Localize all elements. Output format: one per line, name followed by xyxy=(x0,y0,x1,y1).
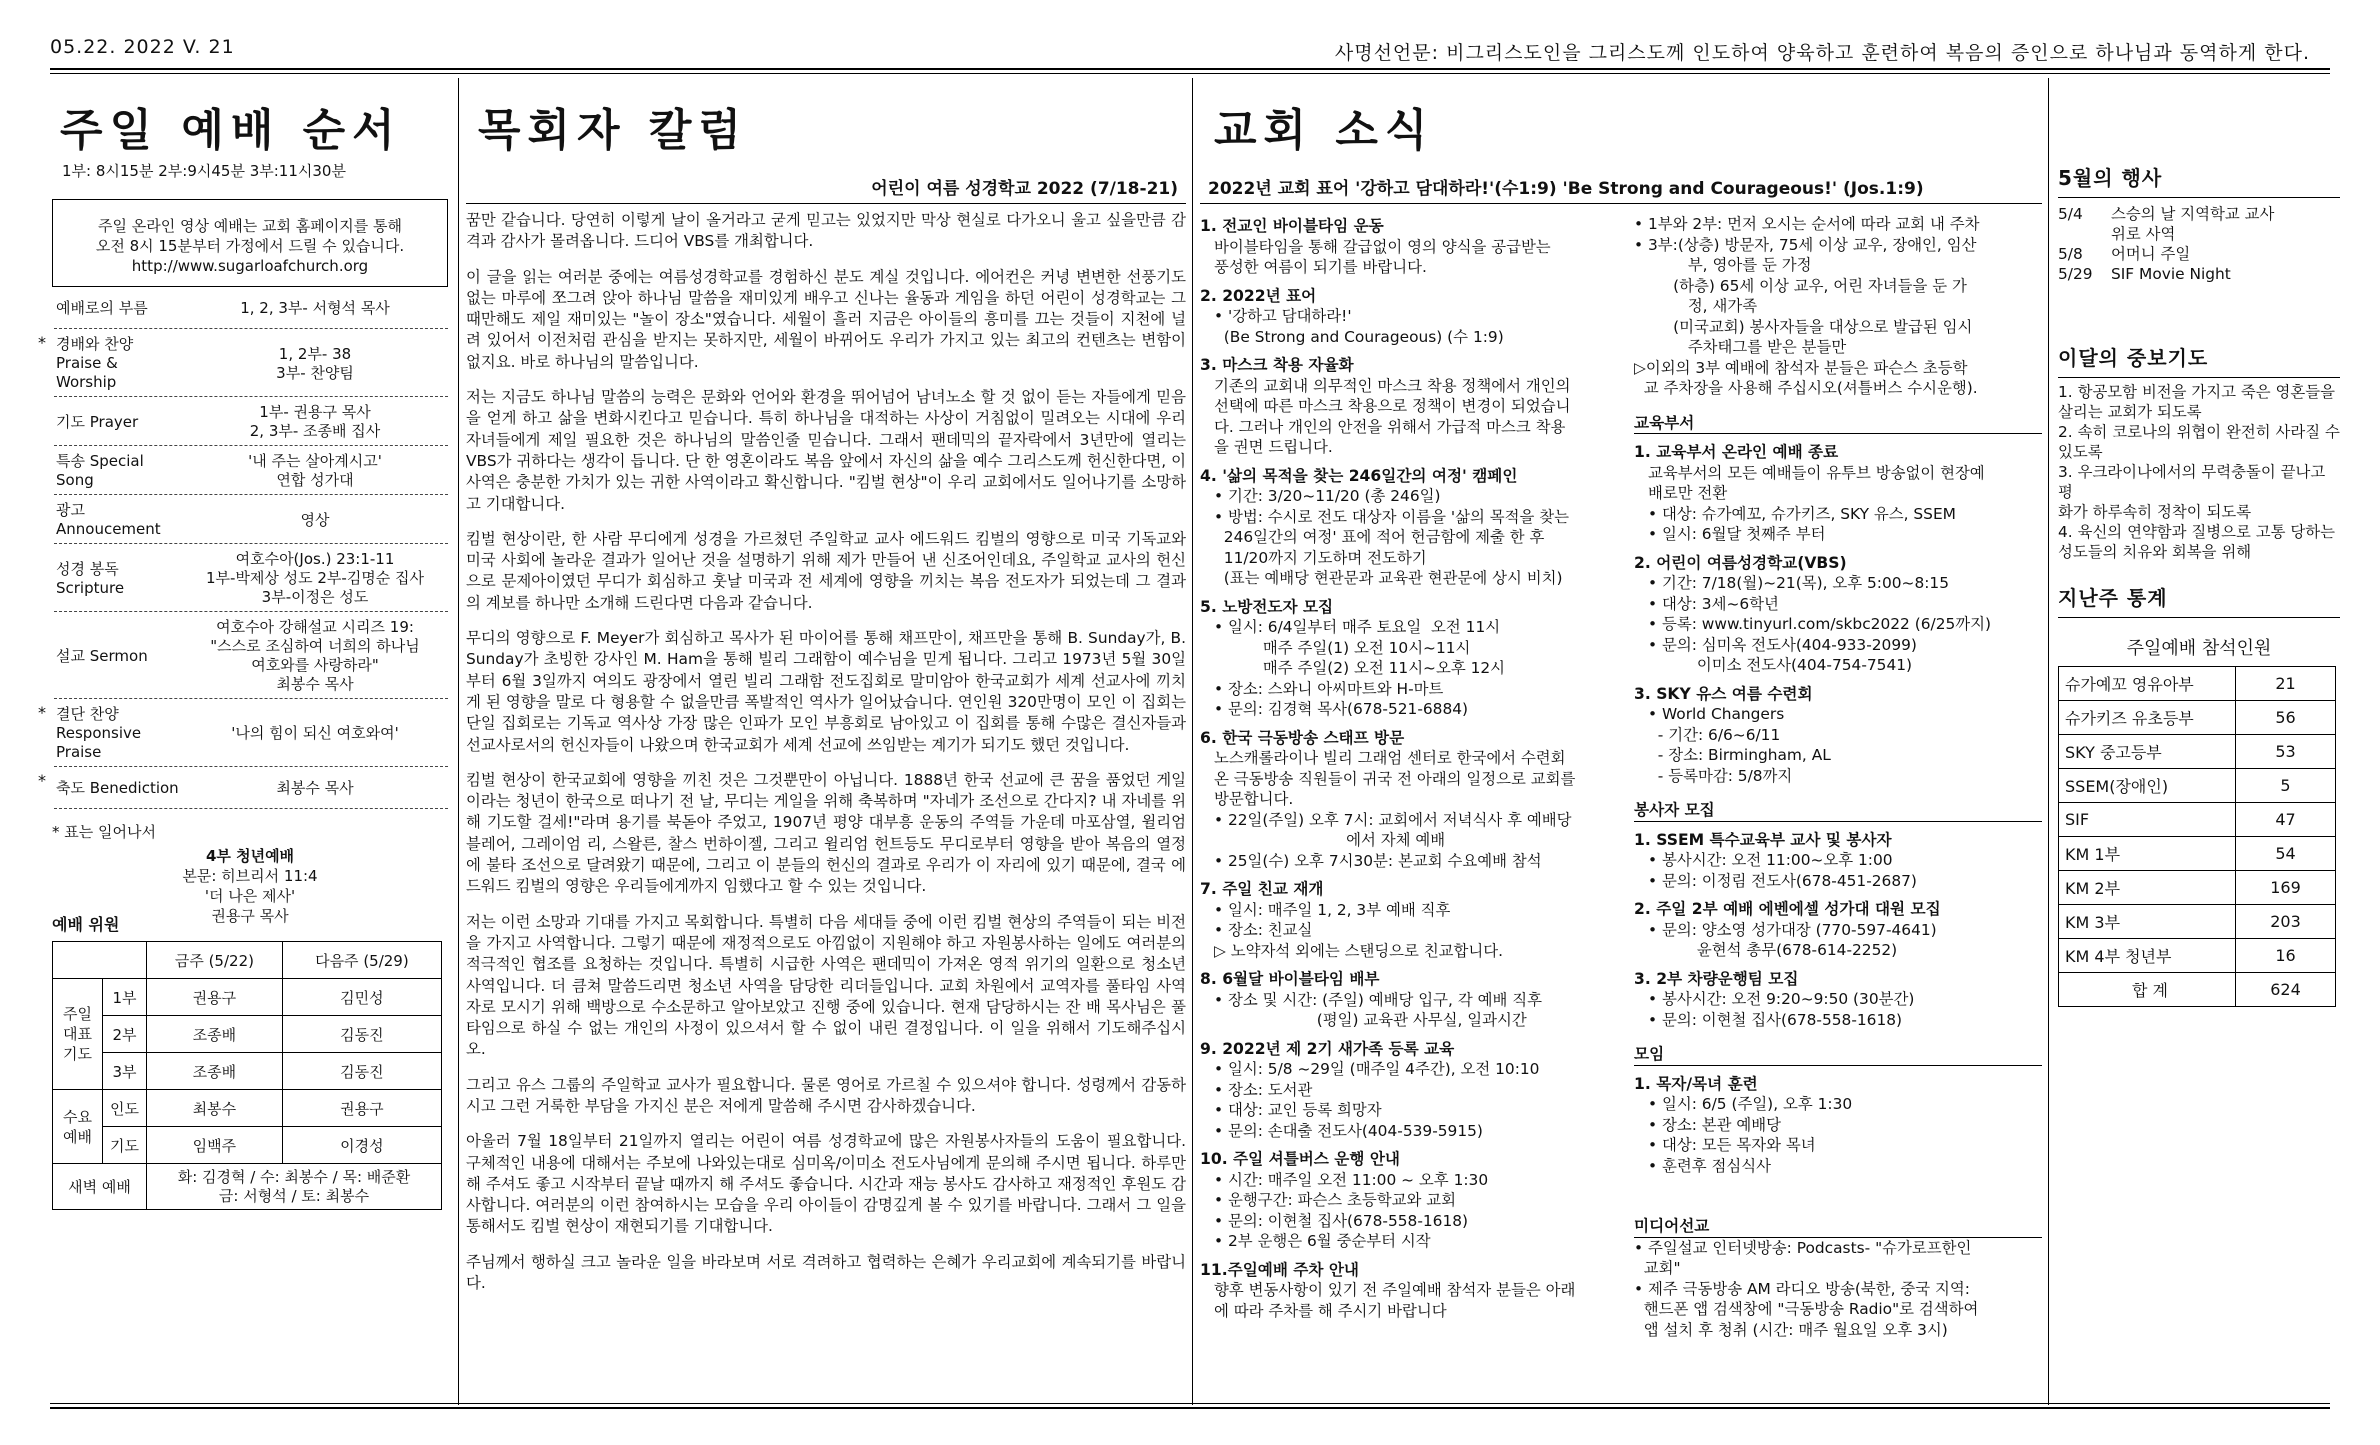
news-item-line: • 일시: 5/8 ~29일 (매주일 4주간), 오전 10:10 xyxy=(1214,1060,1540,1078)
roles-part: 기도 xyxy=(103,1127,147,1164)
news-left-column xyxy=(1200,208,1620,1321)
roles-head-next-week: 다음주 (5/29) xyxy=(282,942,441,979)
roles-part: 인도 xyxy=(103,1090,147,1127)
news-item-line: • 방법: 수시로 전도 대상자 이름을 '삶의 목적을 찾는 xyxy=(1214,507,1569,526)
parking-line: 정, 새가족 xyxy=(1634,297,1758,315)
column-paragraph: 꿈만 같습니다. 당연히 이렇게 날이 올거라고 굳게 믿고는 있었지만 막상 현실로 다가오니 울고 싶을만큼 감격과 감사가 몰려옵니다. 드디어 VBS를 개최합니다. xyxy=(466,211,1186,251)
roles-dawn-value: 화: 김경혁 / 수: 최봉수 / 목: 배준환 금: 서형석 / 토: 최봉수 xyxy=(147,1164,442,1210)
attendance-count: 624 xyxy=(2236,973,2336,1007)
required-standing-mark: * xyxy=(38,333,46,352)
news-item-line: • 22일(주일) 오후 7시: 교회에서 저녁식사 후 예배당 xyxy=(1214,810,1572,829)
media-line: 교회" xyxy=(1634,1259,1681,1277)
order-list xyxy=(38,287,448,809)
prayer-title: 이달의 중보기도 xyxy=(2058,346,2209,370)
attendance-count: 54 xyxy=(2236,837,2336,871)
prayer-item: 3. 우크라이나에서의 무력충돌이 끝나고 평 화가 하루속히 정착이 되도록 xyxy=(2058,463,2326,521)
news-item-title: 9. 2022년 제 2기 새가족 등록 교육 xyxy=(1200,1039,1455,1058)
column-paragraph: 이 글을 읽는 여러분 중에는 여름성경학교를 경험하신 분도 계실 것입니다. 에어컨은 커녕 변변한 선풍기도 없는 마루에 쪼그려 앉아 하나님 말씀을 재미있게 배우고 신나는 율동과 게임을 하던 어린이 성경학교는 그 때만해도 제일 재미있는 "놀이 장소"였습니다. 세월이 흘러 지금은 아이들의 흥미를 끄는 것들이 지천에 널려 있어서 이전처럼 관심을 받지는 못하지만, 세월이 바뀌어도 우리가 가지고 있는 최고의 컨텐츠는 변함이 없지요. 바로 하나님의 말씀입니다. xyxy=(466,267,1186,371)
news-item xyxy=(1200,879,1620,961)
order-row-label: 예배로의 부름 xyxy=(56,299,148,317)
order-row-value: 1, 2, 3부- 서형석 목사 xyxy=(240,299,390,317)
youth-service-preacher: 권용구 목사 xyxy=(211,907,289,925)
worship-order-title: 주일 예배 순서 xyxy=(60,105,402,156)
news-item-title: 1. 교육부서 온라인 예배 종료 xyxy=(1634,443,1839,461)
news-item-line: • 기간: 3/20~11/20 (총 246일) xyxy=(1214,487,1441,505)
news-item xyxy=(1634,553,2042,676)
order-row-value: '내 주는 살아계시고' 연합 성가대 xyxy=(248,452,382,489)
roles-cell: 임백주 xyxy=(147,1127,283,1164)
news-item-line: 향후 변동사항이 있기 전 주일예배 참석자 분들은 아래 xyxy=(1214,1281,1576,1299)
news-item-line: • 대상: 3세~6학년 xyxy=(1648,594,1779,613)
news-item-line: • 대상: 교인 등록 희망자 xyxy=(1214,1101,1382,1119)
attendance-row xyxy=(2059,871,2336,905)
news-item-title: 2. 2022년 표어 xyxy=(1200,286,1317,305)
mission-statement: 사명선언문: 비그리스도인을 그리스도께 인도하여 양육하고 훈련하여 복음의 증인으로 하나님과 동역하게 한다. xyxy=(1334,42,2310,64)
news-item-line: • 문의: 손대출 전도사(404-539-5915) xyxy=(1214,1121,1483,1140)
stand-note: * 표는 일어나서 xyxy=(52,823,156,841)
event-row xyxy=(2058,264,2340,284)
news-item-line: 246일간의 여정' 표에 적어 헌금함에 제출 한 후 xyxy=(1214,528,1545,546)
news-item xyxy=(1200,286,1620,348)
news-body xyxy=(1200,208,2042,1408)
order-row-value: 1, 2부- 38 3부- 찬양팀 xyxy=(276,344,354,382)
attendance-label: KM 3부 xyxy=(2059,905,2236,939)
order-row xyxy=(38,329,448,397)
attendance-count: 56 xyxy=(2236,701,2336,735)
news-item-line: • 훈련후 점심식사 xyxy=(1648,1156,1771,1175)
news-item-line: • 2부 운행은 6월 중순부터 시작 xyxy=(1214,1232,1431,1250)
news-item-title: 8. 6월달 바이블타임 배부 xyxy=(1200,970,1380,988)
news-item xyxy=(1634,442,2042,545)
order-row-label: 결단 찬양 Responsive Praise xyxy=(56,705,142,761)
order-row xyxy=(54,397,448,446)
news-item-line: • 장소: 친교실 xyxy=(1214,921,1313,939)
news-item-line: - 장소: Birmingham, AL xyxy=(1648,746,1831,764)
news-item-title: 3. SKY 유스 여름 수련회 xyxy=(1634,684,1813,703)
event-row xyxy=(2058,244,2340,264)
news-item-line: 방문합니다. xyxy=(1214,790,1294,808)
stats-title: 지난주 통계 xyxy=(2058,586,2168,610)
order-row xyxy=(54,446,448,495)
news-item xyxy=(1200,1149,1620,1252)
prayer-item: 2. 속히 코로나의 위협이 완전히 사라질 수 있도록 xyxy=(2058,423,2340,461)
order-row-value: 여호수아(Jos.) 23:1-11 1부-박제상 성도 2부-김명순 집사 3부-이정은 성도 xyxy=(205,550,425,606)
news-item-title: 10. 주일 셔틀버스 운행 안내 xyxy=(1200,1150,1400,1168)
order-row xyxy=(54,287,448,329)
order-row-label: 광고 Annoucement xyxy=(56,501,161,538)
news-item-line: • 시간: 매주일 오전 11:00 ~ 오후 1:30 xyxy=(1214,1170,1489,1189)
news-item-line: • 문의: 이현철 집사(678-558-1618) xyxy=(1648,1010,1903,1029)
news-item-title: 2. 어린이 여름성경학교(VBS) xyxy=(1634,553,1847,572)
media-line: • 주일설교 인터넷방송: Podcasts- "슈가로프한인 xyxy=(1634,1238,1972,1257)
news-item-title: 11.주일예배 주차 안내 xyxy=(1200,1260,1359,1279)
news-item-line: 윤현석 총무(678-614-2252) xyxy=(1648,941,1898,959)
column-paragraph: 그리고 유스 그룹의 주일학교 교사가 필요합니다. 물론 영어로 가르칠 수 있으셔야 합니다. 성령께서 감동하시고 그런 거룩한 부담을 가지신 분은 저에게 말씀해 주시면 감사하겠습니다. xyxy=(466,1075,1186,1115)
attendance-count: 53 xyxy=(2236,735,2336,769)
bulletin-date: 05.22. 2022 V. 21 xyxy=(50,36,235,58)
column-paragraph: 저는 지금도 하나님 말씀의 능력은 문화와 언어와 환경을 뛰어넘어 남녀노소 할 것 없이 듣는 자들에게 믿음을 얻게 하고 삶을 변화시킨다고 믿습니다. 특히 하나님을 대적하는 사상이 거침없이 밀려오는 시대에 우리 자녀들에게 제일 필요한 것은 하나님의 말씀인줄 믿습니다. 그래서 팬데믹의 끝자락에서 3년만에 열리는 VBS가 귀하다는 생각이 듭니다. 단 한 영혼이라도 복음 앞에서 자신의 삶을 예수 그리스도께 헌신한다면, 이 사역은 충분한 가치가 있는 귀한 사역이라고 확신합니다. "킴벌 현상"이 우리 교회에서도 일어나기를 소망하고 기대합니다. xyxy=(466,388,1186,513)
attendance-count: 21 xyxy=(2236,667,2336,701)
news-item xyxy=(1200,969,1620,1031)
column-paragraph: 무디의 영향으로 F. Meyer가 회심하고 목사가 된 마이어를 통해 채프만이, 채프만을 통해 B. Sunday가, B. Sunday가 초빙한 강사인 M. Ham을 통해 빌리 그래함이 예수님을 믿게 됩니다. 그리고 1973년 5월 30일부터 6월 3일까지 여의도 광장에서 열린 빌리 그래함 전도집회로 말미암아 한국교회가 세계 선교사에 끼치게 된 영향을 말로 다 형용할 수 없을만큼 폭발적인 역사가 일어났습니다. 연인원 320만명이 모인 이 집회는 단일 집회로는 기독교 역사상 가장 많은 인파가 모인 부흥회로 남아있고 이 집회를 통해 수많은 결신자들과 선교사로서의 헌신자들이 나왔으며 한국교회가 세계 선교에 쓰임받는 계기가 되기도 했던 것입니다. xyxy=(466,629,1186,754)
news-item-title: 1. SSEM 특수교육부 교사 및 봉사자 xyxy=(1634,830,1892,849)
roles-corner xyxy=(53,942,147,979)
news-item-line: 에 따라 주차를 해 주시기 바랍니다 xyxy=(1214,1301,1447,1320)
column-divider xyxy=(2048,78,2049,1405)
news-item-line: • 일시: 매주일 1, 2, 3부 예배 직후 xyxy=(1214,900,1451,919)
news-item-line: • '강하고 담대하라!' xyxy=(1214,307,1352,325)
order-row-value: '나의 힘이 되신 여호와여' xyxy=(231,724,399,742)
online-notice-line: 주일 온라인 영상 예배는 교회 홈페이지를 통해 xyxy=(98,217,402,235)
news-item xyxy=(1634,969,2042,1031)
news-item-line: 교육부서의 모든 예배들이 유투브 방송없이 현장예 xyxy=(1648,463,1985,482)
parking-line: 부, 영아를 둔 가정 xyxy=(1634,256,1812,274)
attendance-row xyxy=(2059,735,2336,769)
roles-title: 예배 위원 xyxy=(52,915,120,934)
order-row xyxy=(54,495,448,544)
news-item-title: 4. '삶의 목적을 찾는 246일간의 여정' 캠페인 xyxy=(1200,466,1518,485)
news-item-line: 다. 그러나 개인의 안전을 위해서 가급적 마스크 착용 xyxy=(1214,417,1566,436)
events-title: 5월의 행사 xyxy=(2058,166,2163,190)
pastor-column-title: 목회자 칼럼 xyxy=(478,105,748,156)
events-list xyxy=(2058,204,2340,284)
event-date: 5/8 xyxy=(2058,245,2083,263)
parking-line: • 3부:(상층) 방문자, 75세 이상 교우, 장애인, 임산 xyxy=(1634,235,1977,254)
attendance-label: 슈가예꼬 영유아부 xyxy=(2059,667,2236,701)
news-item-line: • 장소 및 시간: (주일) 예배당 입구, 각 예배 직후 xyxy=(1214,990,1542,1009)
news-item-line: 을 권면 드립니다. xyxy=(1214,438,1333,456)
order-row-label: 축도 Benediction xyxy=(56,779,179,797)
news-item-line: • 25일(수) 오후 7시30분: 본교회 수요예배 참석 xyxy=(1214,851,1542,870)
attendance-label: 슈가키즈 유초등부 xyxy=(2059,701,2236,735)
news-item-line: 11/20까지 기도하며 전도하기 xyxy=(1214,548,1427,567)
event-text: 어머니 주일 xyxy=(2111,245,2191,263)
attendance-row xyxy=(2059,939,2336,973)
attendance-label: 합 계 xyxy=(2059,973,2236,1007)
news-item-line: (Be Strong and Courageous) (수 1:9) xyxy=(1214,327,1504,346)
parking-line: ▷이외의 3부 예배에 참석자 분들은 파슨스 초등학 xyxy=(1634,358,1968,377)
roles-cell: 김민성 xyxy=(282,979,441,1016)
event-text: 스승의 날 지역학교 교사 위로 사역 xyxy=(2111,205,2275,243)
news-item xyxy=(1200,216,1620,278)
attendance-row xyxy=(2059,769,2336,803)
attendance-count: 47 xyxy=(2236,803,2336,837)
roles-part: 2부 xyxy=(103,1016,147,1053)
attendance-label: KM 1부 xyxy=(2059,837,2236,871)
roles-cell: 김동진 xyxy=(282,1016,441,1053)
attendance-row xyxy=(2059,905,2336,939)
news-item-line: • 봉사시간: 오전 11:00~오후 1:00 xyxy=(1648,851,1893,869)
news-item-line: • 문의: 심미옥 전도사(404-933-2099) xyxy=(1648,635,1917,654)
roles-dawn-label: 새벽 예배 xyxy=(53,1164,147,1210)
news-item-line: • 문의: 양소영 성가대장 (770-597-4641) xyxy=(1648,920,1937,939)
order-row xyxy=(54,544,448,612)
column-paragraph: 킴벌 현상이란, 한 사람 무디에게 성경을 가르쳤던 주일학교 교사 에드워드 킴벌의 영향으로 미국 기독교와 미국 사회에 놀라운 결과가 일어난 것을 설명하기 위해 제가 만들어 낸 신조어인데요, 주일학교 교사의 헌신으로 문제아이였던 무디가 회심하고 훗날 미국과 전 세계에 영향을 끼치는 복음 전도자가 되었는데 그 결과의 계보를 하나만 소개해 드린다면 다음과 같습니다. xyxy=(466,529,1186,612)
roles-cell: 조종배 xyxy=(147,1016,283,1053)
news-item-line: • 문의: 이정림 전도사(678-451-2687) xyxy=(1648,871,1917,890)
order-row-value: 최봉수 목사 xyxy=(276,779,354,797)
attendance-row xyxy=(2059,837,2336,871)
volunteer-section-title: 봉사자 모집 xyxy=(1634,800,2042,822)
order-row xyxy=(54,612,448,699)
news-item-line: 온 극동방송 직원들이 귀국 전 아래의 일정으로 교회를 xyxy=(1214,769,1576,788)
news-item-line: • 일시: 6/4일부터 매주 토요일 오전 11시 xyxy=(1214,618,1501,636)
attendance-count: 203 xyxy=(2236,905,2336,939)
prayer-item: 1. 항공모함 비전을 가지고 죽은 영혼들을 살리는 교회가 되도록 xyxy=(2058,383,2336,421)
news-item-line: (평일) 교육관 사무실, 일과시간 xyxy=(1214,1011,1527,1029)
news-item-line: • 장소: 도서관 xyxy=(1214,1080,1313,1099)
news-item-line: 매주 주일(2) 오전 11시~오후 12시 xyxy=(1214,659,1506,677)
pastor-column-body xyxy=(466,210,1186,1294)
attendance-row xyxy=(2059,973,2336,1007)
news-item-title: 1. 목자/목녀 훈련 xyxy=(1634,1074,1758,1093)
required-standing-mark: * xyxy=(38,771,46,790)
news-item-line: 선택에 따른 마스크 착용으로 정책이 변경이 되었습니 xyxy=(1214,397,1571,415)
roles-part: 3부 xyxy=(103,1053,147,1090)
attendance-count: 5 xyxy=(2236,769,2336,803)
prayer-list xyxy=(2058,382,2340,562)
youth-service-text: 본문: 히브리서 11:4 xyxy=(182,867,318,885)
news-item-title: 7. 주일 친교 재개 xyxy=(1200,880,1324,898)
news-item-line: • 운행구간: 파슨스 초등학교와 교회 xyxy=(1214,1191,1456,1209)
event-date: 5/29 xyxy=(2058,265,2093,283)
column-paragraph: 아울러 7월 18일부터 21일까지 열리는 어린이 여름 성경학교에 많은 자원봉사자들의 도움이 필요합니다. 구체적인 내용에 대해서는 주보에 나와있는대로 심미옥/이미소 전도사님에게 문의해 주시면 됩니다. 하루만 해 주셔도 좋고 시작부터 끝날 때까지 해 주셔도 좋습니다. 시간과 재능 봉사도 감사하고 재정적인 후원도 감사합니다. 여러분의 이런 참여하시는 모습을 우리 아이들이 감명깊게 볼 수 있기를 바랍니다. 그래서 그 일을 통해서도 킴벌 현상이 재현되기를 기대합니다. xyxy=(466,1132,1186,1236)
news-item-title: 3. 2부 차량운행팀 모집 xyxy=(1634,969,1799,988)
pastor-column-subtitle: 어린이 여름 성경학교 2022 (7/18-21) xyxy=(871,179,1178,199)
order-row-label: 특송 Special Song xyxy=(56,452,144,489)
worship-order-section xyxy=(38,80,448,1401)
roles-group-sunday: 주일 대표 기도 xyxy=(53,979,103,1090)
attendance-row xyxy=(2059,667,2336,701)
prayer-item: 4. 육신의 연약함과 질병으로 고통 당하는 성도들의 치유와 회복을 위해 xyxy=(2058,523,2336,561)
edu-section-title: 교육부서 xyxy=(1634,413,2042,435)
youth-service-title: 4부 청년예배 xyxy=(205,847,295,865)
news-item-line: • 문의: 김경혁 목사(678-521-6884) xyxy=(1214,700,1469,718)
roles-cell: 조종배 xyxy=(147,1053,283,1090)
news-item-line: • 대상: 슈가예꼬, 슈가키즈, SKY 유스, SSEM xyxy=(1648,504,1956,523)
order-row-label: 기도 Prayer xyxy=(56,412,139,431)
church-news-title: 교회 소식 xyxy=(1214,105,1435,156)
roles-part: 1부 xyxy=(103,979,147,1016)
news-item-line: - 등록마감: 5/8까지 xyxy=(1648,766,1793,785)
attendance-title: 주일예배 참석인원 xyxy=(2126,638,2272,659)
roles-group-wednesday: 수요 예배 xyxy=(53,1090,103,1164)
event-row xyxy=(2058,204,2340,244)
column-divider xyxy=(1192,78,1193,1405)
parking-line: • 1부와 2부: 먼저 오시는 순서에 따라 교회 내 주차 xyxy=(1634,215,1980,233)
attendance-table xyxy=(2058,666,2336,1007)
attendance-label: KM 2부 xyxy=(2059,871,2236,905)
news-item xyxy=(1200,597,1620,720)
attendance-count: 16 xyxy=(2236,939,2336,973)
attendance-label: SKY 중고등부 xyxy=(2059,735,2236,769)
church-news-section xyxy=(1200,80,2042,1401)
news-item-line: • 장소: 본관 예배당 xyxy=(1648,1115,1782,1134)
order-row xyxy=(38,767,448,809)
roles-cell: 권용구 xyxy=(282,1090,441,1127)
news-item-title: 3. 마스크 착용 자율화 xyxy=(1200,356,1354,374)
media-line: 핸드폰 앱 검색창에 "극동방송 Radio"로 검색하여 xyxy=(1634,1300,1979,1318)
news-item-line: 기존의 교회내 의무적인 마스크 착용 정책에서 개인의 xyxy=(1214,376,1571,395)
column-paragraph: 주님께서 행하실 크고 놀라운 일을 바라보며 서로 격려하고 협력하는 은혜가 우리교회에 계속되기를 바랍니다. xyxy=(466,1252,1186,1293)
event-text: SIF Movie Night xyxy=(2111,265,2231,283)
parking-line: 주차태그를 받은 분들만 xyxy=(1634,338,1847,356)
roles-cell: 이경성 xyxy=(282,1127,441,1164)
parking-line: (하층) 65세 이상 교우, 어린 자녀들을 둔 가 xyxy=(1634,276,1967,295)
order-row-value: 1부- 권용구 목사 2, 3부- 조종배 집사 xyxy=(249,403,381,440)
attendance-label: SSEM(장애인) xyxy=(2059,769,2236,803)
attendance-label: KM 4부 청년부 xyxy=(2059,939,2236,973)
column-divider xyxy=(458,78,459,1405)
order-row-label: 성경 봉독 Scripture xyxy=(56,559,125,597)
news-item-line: • 기간: 7/18(월)~21(목), 오후 5:00~8:15 xyxy=(1648,574,1950,592)
attendance-label: SIF xyxy=(2059,803,2236,837)
news-item-title: 1. 전교인 바이블타임 운동 xyxy=(1200,217,1384,235)
news-item xyxy=(1200,466,1620,589)
church-motto: 2022년 교회 표어 '강하고 담대하라!'(수1:9) 'Be Strong and Courageous!' (Jos.1:9) xyxy=(1208,179,1924,199)
roles-table xyxy=(52,941,442,1210)
roles-cell: 김동진 xyxy=(282,1053,441,1090)
news-item-line: • 일시: 6/5 (주일), 오후 1:30 xyxy=(1648,1095,1853,1113)
news-right-column xyxy=(1634,208,2042,1340)
news-item-line: • 대상: 모든 목자와 목녀 xyxy=(1648,1136,1816,1154)
column-paragraph: 킴벌 현상이 한국교회에 영향을 끼친 것은 그것뿐만이 아닙니다. 1888년 한국 선교에 큰 꿈을 품었던 게일이라는 청년이 한국으로 떠나기 전 날, 무디는 게일을 위해 축복하며 "자네가 조선으로 간다지? 내 자네를 위해 기도할 걸세!"라며 용기를 북돋아 주었고, 1907년 평양 대부흥 운동의 주역들 가운데 마포삼열, 윌리엄 블레어, 그레이엄 리, 스왈른, 찰스 번하이젤, 그리고 윌리엄 헌트등도 무디로부터 영향을 받아 복음의 열정에 불타 조선으로 달려왔기 때문에, 그리고 이 분들의 헌신의 결과로 우리가 이 자리에 있기 때문에, 결국 에드워드 킴벌의 영향은 우리들에게까지 임했다고 할 수 있는 것입니다. xyxy=(466,770,1186,896)
news-item-line: 바이블타임을 통해 갈급없이 영의 양식을 공급받는 xyxy=(1214,237,1551,256)
event-date: 5/4 xyxy=(2058,205,2083,223)
roles-cell: 최봉수 xyxy=(147,1090,283,1127)
meeting-section-title: 모임 xyxy=(1634,1044,2042,1066)
roles-head-this-week: 금주 (5/22) xyxy=(147,942,283,979)
order-row xyxy=(38,699,448,767)
news-item xyxy=(1200,1260,1620,1322)
news-item-line: • World Changers xyxy=(1648,705,1785,723)
news-item xyxy=(1200,728,1620,872)
service-times: 1부: 8시15분 2부:9시45분 3부:11시30분 xyxy=(62,162,346,180)
news-item xyxy=(1200,355,1620,458)
online-notice xyxy=(52,199,448,287)
attendance-row xyxy=(2059,701,2336,735)
order-row-value: 영상 xyxy=(300,510,330,529)
parking-line: (미국교회) 봉사자들을 대상으로 발급된 임시 xyxy=(1634,317,1973,336)
pastor-column-section xyxy=(466,80,1186,1401)
top-rule-thin xyxy=(50,73,2330,74)
roles-cell: 권용구 xyxy=(147,979,283,1016)
news-item-line: • 문의: 이현철 집사(678-558-1618) xyxy=(1214,1211,1469,1230)
news-item-line: ▷ 노약자석 외에는 스탠딩으로 친교합니다. xyxy=(1214,941,1504,960)
news-item-title: 6. 한국 극동방송 스태프 방문 xyxy=(1200,728,1405,747)
sidebar-section xyxy=(2058,80,2340,1401)
news-item-line: 이미소 전도사(404-754-7541) xyxy=(1648,656,1913,674)
news-item-title: 5. 노방전도자 모집 xyxy=(1200,597,1334,616)
news-item xyxy=(1634,684,2042,787)
news-item xyxy=(1634,830,2042,892)
youth-service-sermon: '더 나은 제사' xyxy=(204,887,296,905)
order-row-label: 경배와 찬양 Praise & Worship xyxy=(56,335,134,391)
news-item xyxy=(1200,1039,1620,1142)
news-item xyxy=(1634,1074,2042,1177)
news-item-line: 매주 주일(1) 오전 10시~11시 xyxy=(1214,638,1471,657)
attendance-row xyxy=(2059,803,2336,837)
news-item-title: 2. 주일 2부 예배 에벤에셀 성가대 대원 모집 xyxy=(1634,900,1941,918)
media-line: 앱 설치 후 청취 (시간: 매주 월요일 오후 3시) xyxy=(1634,1320,1948,1339)
news-item-line: • 장소: 스와니 아씨마트와 H-마트 xyxy=(1214,679,1444,698)
media-line: • 제주 극동방송 AM 라디오 방송(북한, 중국 지역: xyxy=(1634,1279,1970,1298)
news-item xyxy=(1634,899,2042,961)
news-item-line: 에서 자체 예배 xyxy=(1214,831,1446,849)
top-rule xyxy=(50,68,2330,70)
order-row-value: 여호수아 강해설교 시리즈 19: "스스로 조심하여 너희의 하나님 여호와를 사랑하라" 최봉수 목사 xyxy=(210,618,420,693)
attendance-count: 169 xyxy=(2236,871,2336,905)
news-item-line: • 일시: 6월달 첫째주 부터 xyxy=(1648,525,1826,543)
news-item-line: - 기간: 6/6~6/11 xyxy=(1648,725,1781,744)
media-section-title: 미디어선교 xyxy=(1634,1216,2042,1238)
order-row-label: 설교 Sermon xyxy=(56,646,148,665)
vbs-registration-link[interactable]: • 등록: www.tinyurl.com/skbc2022 (6/25까지) xyxy=(1648,615,1992,633)
news-item-line: 배로만 전환 xyxy=(1648,484,1728,502)
church-website-link[interactable]: http://www.sugarloafchurch.org xyxy=(131,257,369,275)
news-item-line: 풍성한 여름이 되기를 바랍니다. xyxy=(1214,258,1427,276)
parking-details xyxy=(1634,214,2042,399)
parking-line: 교 주차장을 사용해 주십시오(셔틀버스 수시운행). xyxy=(1634,379,1978,397)
news-item-line: • 봉사시간: 오전 9:20~9:50 (30분간) xyxy=(1648,990,1915,1008)
news-item-line: (표는 예배당 현관문과 교육관 현관문에 상시 비치) xyxy=(1214,569,1563,587)
required-standing-mark: * xyxy=(38,703,46,722)
column-paragraph: 저는 이런 소망과 기대를 가지고 목회합니다. 특별히 다음 세대들 중에 이런 킴벌 현상의 주역들이 되는 비전을 가지고 사역합니다. 그렇기 때문에 재정적으로도 아낌없이 지원해야 하고 자원봉사하는 일에도 여러분의 적극적인 협조를 요청하는 것입니다. 특별히 시급한 사역은 팬데믹이 가져온 영적 위기의 일환으로 청소년 사역입니다. 더 큼쳐 말씀드리면 청소년 사역을 담당한 리더들입니다. 교회 차원에서 교역자를 풀타임 사역자로 모시기 위해 백방으로 수소문하고 알아보았고 진행 중에 있습니다. 현재 담당하시는 잔 배 목사님은 풀타임으로 하실 수 없는 개인의 사정이 있으셔서 할 수 없이 내린 결정입니다. 이 일을 위해서 기도해주십시오. xyxy=(466,912,1186,1059)
news-item-line: 노스캐롤라이나 빌리 그래엄 센터로 한국에서 수련회 xyxy=(1214,749,1566,767)
online-notice-line: 오전 8시 15분부터 가정에서 드릴 수 있습니다. xyxy=(95,237,405,255)
